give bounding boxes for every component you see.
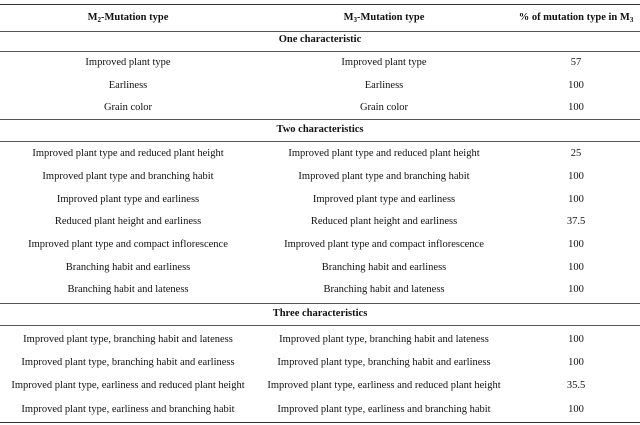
percent-cell: 100 [568,238,584,250]
m2-cell: Reduced plant height and earliness [54,215,202,227]
percent-cell: 25 [570,147,582,159]
m3-cell: Improved plant type, branching habit and earliness [277,356,491,368]
m2-cell: Improved plant type [85,56,171,68]
m3-cell: Improved plant type [341,56,427,68]
percent-cell: 100 [568,101,584,113]
table-row [0,329,640,349]
table-row [0,75,640,95]
m3-cell: Improved plant type and compact inflorescence [284,238,484,250]
m3-cell: Reduced plant height and earliness [310,215,458,227]
top-rule [0,4,640,5]
m3-cell: Improved plant type and earliness [312,193,456,205]
table-row [0,257,640,277]
percent-cell: 100 [568,170,584,182]
table-row [0,143,640,163]
percent-cell: 100 [568,193,584,205]
m2-cell: Improved plant type and earliness [56,193,200,205]
table-row [0,399,640,419]
m3-cell: Improved plant type and reduced plant height [288,147,480,159]
table-row [0,375,640,395]
table-row [0,52,640,72]
table-row [0,211,640,231]
table-row [0,166,640,186]
m2-cell: Improved plant type and branching habit [42,170,214,182]
m3-cell: Improved plant type, branching habit and lateness [279,333,489,345]
m2-cell: Improved plant type and reduced plant height [32,147,224,159]
percent-cell: 35.5 [566,379,586,391]
m2-cell: Improved plant type, branching habit and lateness [23,333,233,345]
m2-cell: Improved plant type, earliness and reduced plant height [11,379,245,391]
m3-cell: Earliness [364,79,404,91]
table-row [0,234,640,254]
m3-cell: Improved plant type, earliness and branching habit [277,403,491,415]
header-percent-mutation: % of mutation type in $M_3$ [518,12,634,24]
percent-cell: 57 [570,56,582,68]
m2-cell: Improved plant type, branching habit and earliness [21,356,235,368]
table-row [0,189,640,209]
percent-cell: 100 [568,79,584,91]
header-m2-mutation-type: $M_2$-Mutation type [87,12,169,24]
percent-cell: 100 [568,261,584,273]
percent-cell: 37.5 [566,215,586,227]
percent-cell: 100 [568,356,584,368]
table-row [0,352,640,372]
percent-cell: 100 [568,333,584,345]
header-m3-mutation-type: $M_3$-Mutation type [343,12,425,24]
percent-cell: 100 [568,403,584,415]
header-row [0,8,640,28]
m3-cell: Improved plant type and branching habit [298,170,470,182]
percent-cell: 100 [568,283,584,295]
section-three-rule [0,325,640,326]
m2-cell: Improved plant type and compact inflorescence [28,238,228,250]
m2-cell: Grain color [103,101,153,113]
m2-cell: Earliness [108,79,148,91]
section-title-one: One characteristic [278,34,362,45]
bottom-rule [0,422,640,423]
m3-cell: Improved plant type, earliness and reduced plant height [267,379,501,391]
m3-cell: Grain color [359,101,409,113]
m2-cell: Branching habit and lateness [67,283,189,295]
m2-cell: Improved plant type, earliness and branching habit [21,403,235,415]
m3-cell: Branching habit and lateness [323,283,445,295]
table-row [0,97,640,117]
section-two-rule [0,141,640,142]
m3-cell: Branching habit and earliness [321,261,447,273]
section-title-two: Two characteristics [276,124,364,135]
m2-cell: Branching habit and earliness [65,261,191,273]
section-title-three: Three characteristics [272,308,368,319]
table-row [0,279,640,299]
